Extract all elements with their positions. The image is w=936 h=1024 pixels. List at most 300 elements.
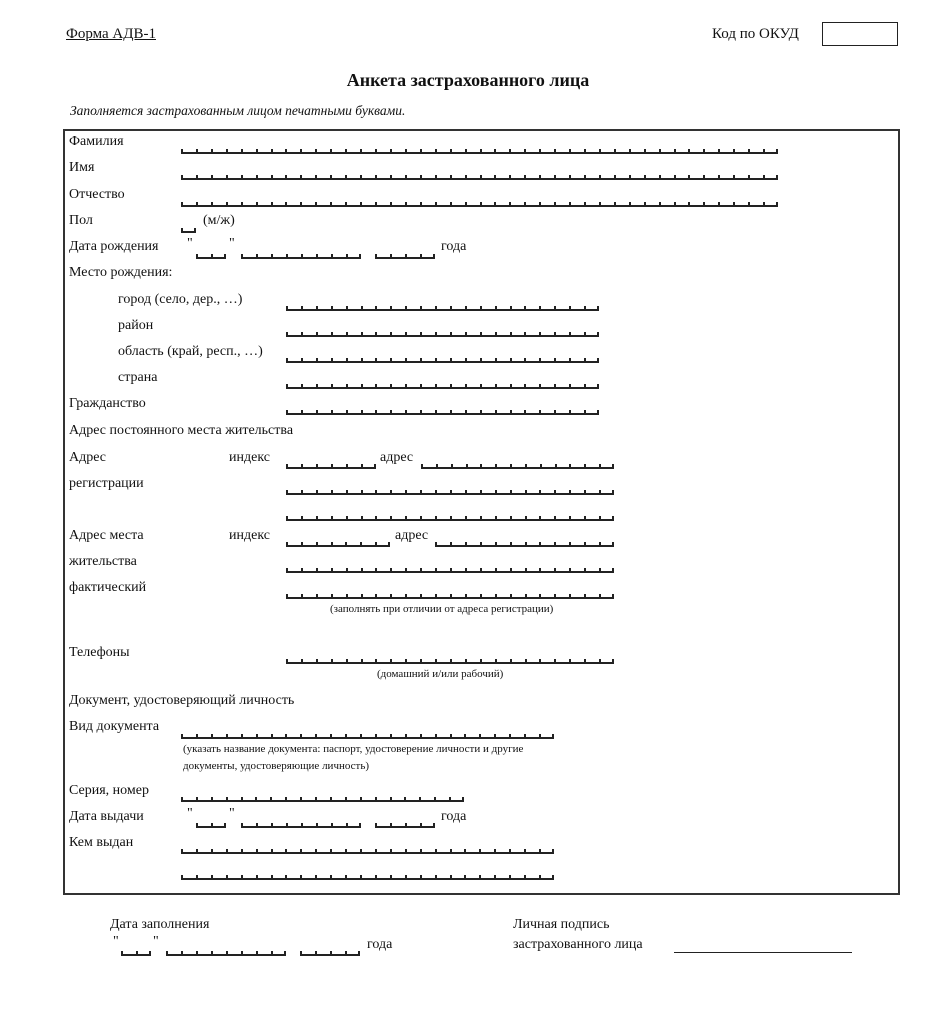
cell-divider: [688, 202, 690, 207]
cell-divider: [597, 384, 599, 389]
reg-index-field[interactable]: [286, 462, 376, 469]
district-field[interactable]: [286, 330, 599, 337]
cell-divider: [420, 490, 422, 495]
cell-divider: [149, 951, 151, 956]
cell-divider: [181, 875, 183, 880]
cell-divider: [360, 149, 362, 154]
fill-month-field[interactable]: [166, 949, 286, 956]
label-reg-index: индекс: [229, 450, 270, 465]
cell-divider: [435, 384, 437, 389]
label-actual-address-2: жительства: [69, 554, 137, 569]
actual-address-field-3[interactable]: [286, 592, 614, 599]
cell-divider: [450, 202, 452, 207]
cell-divider: [419, 797, 421, 802]
cell-divider: [539, 202, 541, 207]
cell-divider: [584, 149, 586, 154]
cell-divider: [510, 594, 512, 599]
cell-divider: [554, 542, 556, 547]
cell-divider: [315, 734, 317, 739]
name-field[interactable]: [181, 173, 778, 180]
cell-divider: [300, 149, 302, 154]
label-surname: Фамилия: [69, 134, 124, 149]
birth-day-field[interactable]: [196, 252, 226, 259]
cell-divider: [346, 306, 348, 311]
cell-divider: [390, 594, 392, 599]
cell-divider: [300, 951, 302, 956]
cell-divider: [361, 464, 363, 469]
cell-divider: [405, 306, 407, 311]
birth-year-field[interactable]: [375, 252, 435, 259]
cell-divider: [361, 490, 363, 495]
cell-divider: [271, 175, 273, 180]
cell-divider: [375, 384, 377, 389]
cell-divider: [374, 464, 376, 469]
cell-divider: [524, 202, 526, 207]
birth-month-field[interactable]: [241, 252, 361, 259]
cell-divider: [241, 823, 243, 828]
cell-divider: [300, 797, 302, 802]
cell-divider: [495, 490, 497, 495]
cell-divider: [181, 797, 183, 802]
cell-divider: [346, 254, 348, 259]
cell-divider: [554, 332, 556, 337]
cell-divider: [360, 797, 362, 802]
label-signature-1: Личная подпись: [513, 917, 610, 932]
cell-divider: [495, 358, 497, 363]
page-title: Анкета застрахованного лица: [346, 70, 590, 90]
phones-field[interactable]: [286, 657, 614, 664]
cell-divider: [285, 849, 287, 854]
cell-divider: [271, 951, 273, 956]
cell-divider: [569, 358, 571, 363]
cell-divider: [420, 175, 422, 180]
cell-divider: [584, 464, 586, 469]
fill-day-field[interactable]: [121, 949, 151, 956]
cell-divider: [659, 149, 661, 154]
cell-divider: [509, 202, 511, 207]
cell-divider: [194, 228, 196, 233]
cell-divider: [539, 568, 541, 573]
actual-address-field-1[interactable]: [435, 540, 614, 547]
cell-divider: [301, 659, 303, 664]
surname-field[interactable]: [181, 147, 778, 154]
cell-divider: [539, 384, 541, 389]
cell-divider: [196, 951, 198, 956]
issue-month-field[interactable]: [241, 821, 361, 828]
cell-divider: [405, 175, 407, 180]
cell-divider: [361, 659, 363, 664]
cell-divider: [629, 202, 631, 207]
cell-divider: [420, 734, 422, 739]
label-signature-2: застрахованного лица: [513, 937, 643, 952]
cell-divider: [211, 734, 213, 739]
cell-divider: [552, 875, 554, 880]
cell-divider: [584, 306, 586, 311]
cell-divider: [495, 568, 497, 573]
cell-divider: [361, 516, 363, 521]
cell-divider: [241, 797, 243, 802]
cell-divider: [420, 306, 422, 311]
cell-divider: [390, 490, 392, 495]
cell-divider: [405, 202, 407, 207]
reg-address-field-2[interactable]: [286, 488, 614, 495]
cell-divider: [241, 734, 243, 739]
cell-divider: [480, 594, 482, 599]
cell-divider: [390, 332, 392, 337]
cell-divider: [390, 659, 392, 664]
cell-divider: [375, 410, 377, 415]
cell-divider: [495, 542, 497, 547]
cell-divider: [390, 175, 392, 180]
cell-divider: [166, 951, 168, 956]
cell-divider: [359, 823, 361, 828]
cell-divider: [599, 594, 601, 599]
signature-line[interactable]: [674, 952, 852, 953]
cell-divider: [241, 254, 243, 259]
cell-divider: [390, 306, 392, 311]
instruction-text: Заполняется застрахованным лицом печатными буквами.: [70, 103, 406, 118]
cell-divider: [241, 175, 243, 180]
cell-divider: [330, 797, 332, 802]
cell-divider: [316, 306, 318, 311]
doc-type-hint-1: (указать название документа: паспорт, удостоверение личности и другие: [183, 743, 524, 755]
quote-open: ": [113, 934, 119, 949]
cell-divider: [494, 175, 496, 180]
cell-divider: [390, 149, 392, 154]
actual-index-field[interactable]: [286, 540, 390, 547]
label-birth-place: Место рождения:: [69, 265, 173, 280]
cell-divider: [390, 384, 392, 389]
cell-divider: [435, 332, 437, 337]
year-word: года: [367, 937, 393, 952]
cell-divider: [331, 594, 333, 599]
cell-divider: [450, 384, 452, 389]
cell-divider: [465, 659, 467, 664]
cell-divider: [375, 659, 377, 664]
cell-divider: [510, 659, 512, 664]
cell-divider: [271, 823, 273, 828]
cell-divider: [612, 490, 614, 495]
cell-divider: [226, 875, 228, 880]
cell-divider: [316, 464, 318, 469]
cell-divider: [435, 849, 437, 854]
cell-divider: [465, 568, 467, 573]
cell-divider: [345, 951, 347, 956]
cell-divider: [196, 202, 198, 207]
cell-divider: [525, 594, 527, 599]
cell-divider: [569, 516, 571, 521]
cell-divider: [510, 410, 512, 415]
label-region: область (край, респ., …): [118, 344, 263, 359]
cell-divider: [465, 358, 467, 363]
cell-divider: [465, 384, 467, 389]
cell-divider: [271, 202, 273, 207]
cell-divider: [286, 306, 288, 311]
year-word: года: [441, 239, 467, 254]
cell-divider: [420, 410, 422, 415]
cell-divider: [554, 384, 556, 389]
cell-divider: [181, 149, 183, 154]
cell-divider: [361, 410, 363, 415]
cell-divider: [480, 358, 482, 363]
okud-input-box[interactable]: [822, 22, 898, 46]
cell-divider: [346, 464, 348, 469]
cell-divider: [345, 542, 347, 547]
cell-divider: [316, 384, 318, 389]
cell-divider: [524, 410, 526, 415]
cell-divider: [301, 490, 303, 495]
cell-divider: [375, 875, 377, 880]
cell-divider: [285, 149, 287, 154]
cell-divider: [181, 202, 183, 207]
cell-divider: [375, 797, 377, 802]
cell-divider: [480, 149, 482, 154]
label-country: страна: [118, 370, 158, 385]
cell-divider: [301, 823, 303, 828]
cell-divider: [748, 149, 750, 154]
reg-address-field-3[interactable]: [286, 514, 614, 521]
cell-divider: [241, 849, 243, 854]
cell-divider: [703, 175, 705, 180]
cell-divider: [465, 490, 467, 495]
cell-divider: [285, 734, 287, 739]
actual-address-field-2[interactable]: [286, 566, 614, 573]
issue-year-field[interactable]: [375, 821, 435, 828]
cell-divider: [300, 202, 302, 207]
cell-divider: [375, 849, 377, 854]
cell-divider: [330, 875, 332, 880]
cell-divider: [569, 175, 571, 180]
cell-divider: [196, 175, 198, 180]
citizenship-field[interactable]: [286, 408, 599, 415]
cell-divider: [196, 823, 198, 828]
cell-divider: [703, 149, 705, 154]
cell-divider: [286, 464, 288, 469]
label-reg-address-1: Адрес: [69, 450, 107, 465]
cell-divider: [584, 358, 586, 363]
cell-divider: [300, 734, 302, 739]
cell-divider: [405, 849, 407, 854]
cell-divider: [375, 332, 377, 337]
cell-divider: [480, 516, 482, 521]
cell-divider: [286, 568, 288, 573]
cell-divider: [763, 202, 765, 207]
cell-divider: [554, 516, 556, 521]
cell-divider: [510, 332, 512, 337]
cell-divider: [450, 734, 452, 739]
fill-year-field[interactable]: [300, 949, 360, 956]
cell-divider: [510, 358, 512, 363]
cell-divider: [510, 542, 512, 547]
reg-address-field-1[interactable]: [421, 462, 614, 469]
cell-divider: [584, 410, 586, 415]
cell-divider: [480, 568, 482, 573]
cell-divider: [597, 410, 599, 415]
cell-divider: [539, 358, 541, 363]
cell-divider: [554, 306, 556, 311]
cell-divider: [420, 823, 422, 828]
cell-divider: [315, 202, 317, 207]
cell-divider: [763, 175, 765, 180]
cell-divider: [599, 490, 601, 495]
cell-divider: [286, 542, 288, 547]
cell-divider: [435, 594, 437, 599]
cell-divider: [405, 490, 407, 495]
doc-type-field[interactable]: [181, 732, 554, 739]
cell-divider: [196, 849, 198, 854]
cell-divider: [599, 175, 601, 180]
cell-divider: [510, 384, 512, 389]
city-field[interactable]: [286, 304, 599, 311]
cell-divider: [226, 951, 228, 956]
cell-divider: [346, 490, 348, 495]
cell-divider: [211, 849, 213, 854]
issued-by-field-2[interactable]: [181, 873, 554, 880]
cell-divider: [584, 202, 586, 207]
cell-divider: [359, 254, 361, 259]
cell-divider: [420, 849, 422, 854]
cell-divider: [211, 202, 213, 207]
cell-divider: [226, 175, 228, 180]
cell-divider: [316, 332, 318, 337]
cell-divider: [434, 797, 436, 802]
cell-divider: [554, 594, 556, 599]
cell-divider: [748, 202, 750, 207]
cell-divider: [524, 734, 526, 739]
cell-divider: [495, 410, 497, 415]
cell-divider: [196, 797, 198, 802]
cell-divider: [435, 568, 437, 573]
cell-divider: [420, 202, 422, 207]
cell-divider: [390, 875, 392, 880]
cell-divider: [479, 734, 481, 739]
cell-divider: [256, 254, 258, 259]
cell-divider: [390, 358, 392, 363]
cell-divider: [301, 332, 303, 337]
cell-divider: [346, 384, 348, 389]
cell-divider: [629, 175, 631, 180]
cell-divider: [569, 568, 571, 573]
cell-divider: [614, 149, 616, 154]
cell-divider: [330, 202, 332, 207]
cell-divider: [346, 410, 348, 415]
series-number-field[interactable]: [181, 795, 464, 802]
cell-divider: [345, 849, 347, 854]
cell-divider: [420, 332, 422, 337]
cell-divider: [390, 568, 392, 573]
cell-divider: [256, 875, 258, 880]
cell-divider: [450, 875, 452, 880]
cell-divider: [569, 490, 571, 495]
cell-divider: [181, 228, 183, 233]
patronymic-field[interactable]: [181, 200, 778, 207]
cell-divider: [480, 384, 482, 389]
issued-by-field-1[interactable]: [181, 847, 554, 854]
cell-divider: [256, 734, 258, 739]
cell-divider: [390, 254, 392, 259]
cell-divider: [375, 542, 377, 547]
cell-divider: [450, 175, 452, 180]
cell-divider: [718, 175, 720, 180]
cell-divider: [435, 542, 437, 547]
cell-divider: [524, 358, 526, 363]
cell-divider: [301, 384, 303, 389]
cell-divider: [597, 306, 599, 311]
cell-divider: [301, 568, 303, 573]
cell-divider: [539, 175, 541, 180]
cell-divider: [480, 542, 482, 547]
label-series-number: Серия, номер: [69, 783, 149, 798]
cell-divider: [226, 149, 228, 154]
cell-divider: [465, 410, 467, 415]
cell-divider: [584, 659, 586, 664]
sex-field[interactable]: [181, 226, 196, 233]
cell-divider: [554, 202, 556, 207]
cell-divider: [539, 542, 541, 547]
cell-divider: [390, 797, 392, 802]
cell-divider: [330, 734, 332, 739]
cell-divider: [241, 149, 243, 154]
cell-divider: [375, 358, 377, 363]
cell-divider: [405, 594, 407, 599]
cell-divider: [510, 464, 512, 469]
cell-divider: [599, 149, 601, 154]
cell-divider: [539, 849, 541, 854]
issue-day-field[interactable]: [196, 821, 226, 828]
cell-divider: [375, 149, 377, 154]
cell-divider: [674, 149, 676, 154]
cell-divider: [480, 332, 482, 337]
cell-divider: [360, 734, 362, 739]
cell-divider: [465, 202, 467, 207]
cell-divider: [286, 823, 288, 828]
cell-divider: [776, 175, 778, 180]
cell-divider: [569, 306, 571, 311]
cell-divider: [226, 849, 228, 854]
cell-divider: [361, 384, 363, 389]
cell-divider: [494, 875, 496, 880]
cell-divider: [361, 594, 363, 599]
cell-divider: [435, 659, 437, 664]
cell-divider: [181, 175, 183, 180]
cell-divider: [479, 875, 481, 880]
cell-divider: [465, 306, 467, 311]
cell-divider: [405, 254, 407, 259]
cell-divider: [211, 149, 213, 154]
cell-divider: [375, 823, 377, 828]
cell-divider: [433, 254, 435, 259]
region-field[interactable]: [286, 356, 599, 363]
cell-divider: [510, 306, 512, 311]
label-issued-by: Кем выдан: [69, 835, 134, 850]
cell-divider: [494, 149, 496, 154]
cell-divider: [331, 542, 333, 547]
cell-divider: [345, 202, 347, 207]
country-field[interactable]: [286, 382, 599, 389]
cell-divider: [211, 823, 213, 828]
cell-divider: [316, 823, 318, 828]
label-name: Имя: [69, 160, 95, 175]
cell-divider: [286, 516, 288, 521]
cell-divider: [584, 175, 586, 180]
cell-divider: [286, 332, 288, 337]
label-reg-addr: адрес: [380, 450, 414, 465]
cell-divider: [612, 594, 614, 599]
cell-divider: [196, 875, 198, 880]
cell-divider: [659, 175, 661, 180]
cell-divider: [315, 797, 317, 802]
cell-divider: [629, 149, 631, 154]
